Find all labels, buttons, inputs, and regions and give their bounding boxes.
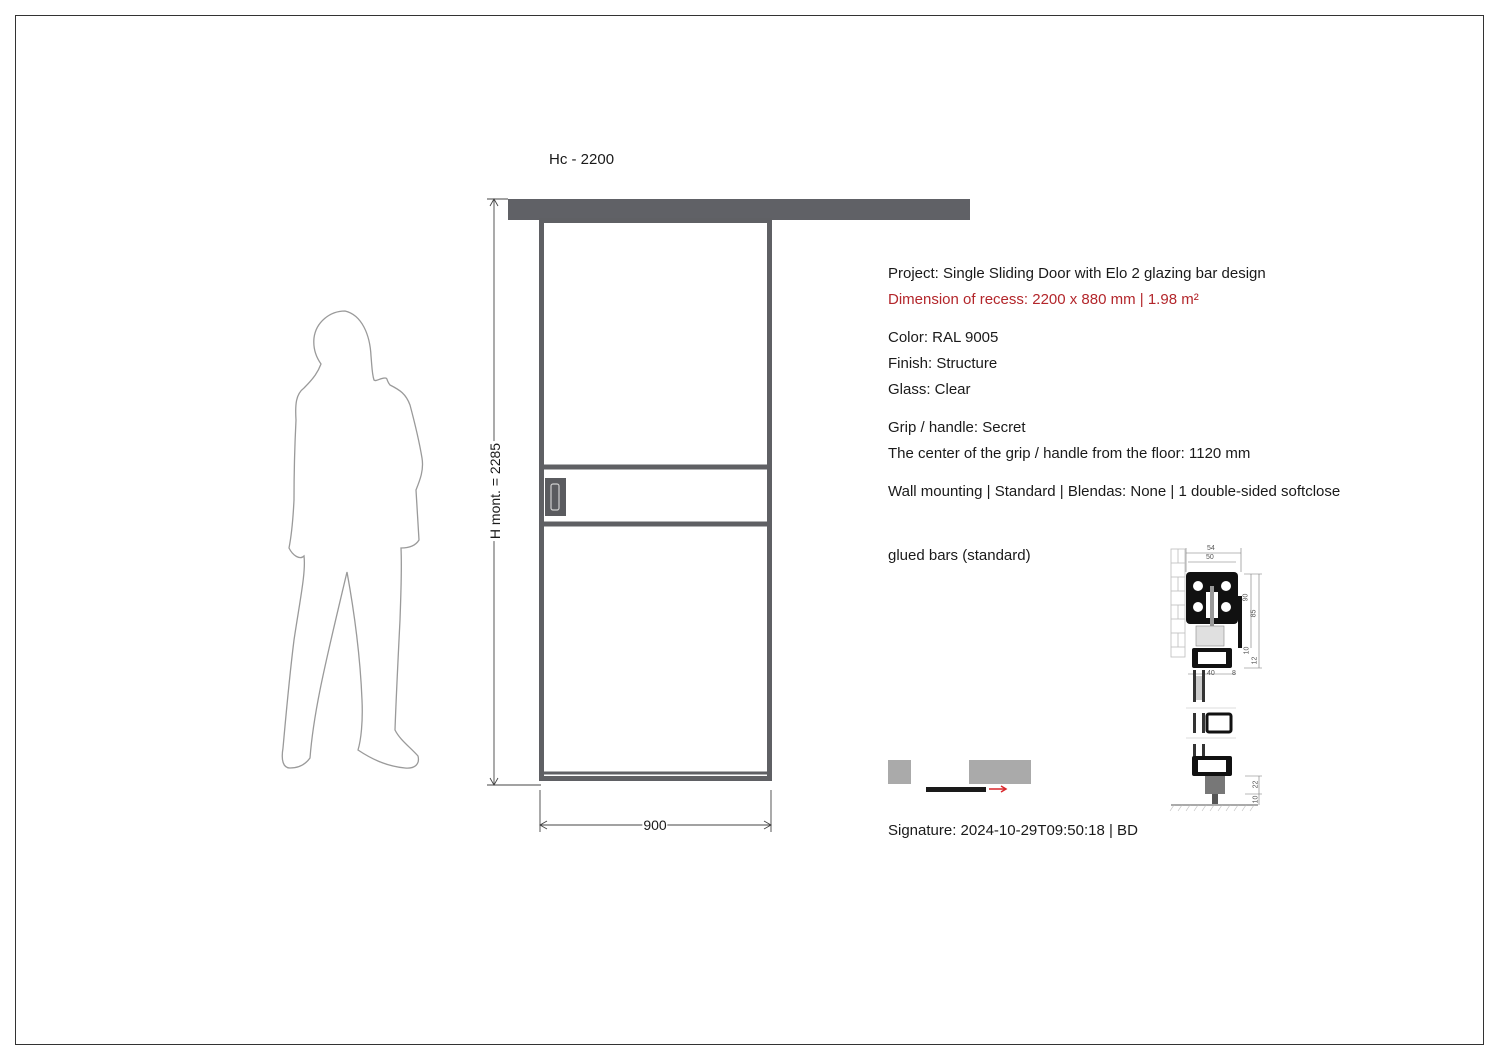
detail-dim-label: 8 bbox=[1232, 670, 1236, 677]
door-frame bbox=[541, 221, 770, 779]
detail-dim-label: 90 bbox=[1242, 593, 1250, 602]
detail-dim-label: 85 bbox=[1250, 609, 1258, 618]
detail-dim-label: 22 bbox=[1252, 780, 1260, 789]
recess-dimension: Dimension of recess: 2200 x 880 mm | 1.98 m² bbox=[888, 291, 1199, 308]
project-title: Project: Single Sliding Door with Elo 2 glazing bar design bbox=[888, 265, 1266, 282]
person-silhouette-icon bbox=[282, 311, 422, 768]
detail-dim-label: 10 bbox=[1252, 795, 1260, 804]
wall-block-icon bbox=[888, 760, 911, 784]
detail-dim-label: 10 bbox=[1243, 646, 1251, 655]
top-rail bbox=[508, 199, 970, 220]
detail-dim-label: 40 bbox=[1207, 670, 1215, 677]
color-spec: Color: RAL 9005 bbox=[888, 329, 999, 346]
width-dimension-label: 900 bbox=[643, 817, 667, 833]
detail-dim-label: 50 bbox=[1206, 554, 1214, 561]
rail-profile-detail bbox=[1170, 548, 1262, 811]
height-dimension-label: H mont. = 2285 bbox=[487, 442, 503, 540]
glass-spec: Glass: Clear bbox=[888, 381, 971, 398]
header-label: Hc - 2200 bbox=[549, 151, 615, 168]
bars-spec: glued bars (standard) bbox=[888, 547, 1031, 564]
grip-spec: Grip / handle: Secret bbox=[888, 419, 1026, 436]
detail-dim-label: 12 bbox=[1251, 656, 1259, 665]
grip-height-spec: The center of the grip / handle from the floor: 1120 mm bbox=[888, 445, 1251, 462]
finish-spec: Finish: Structure bbox=[888, 355, 998, 372]
mounting-spec: Wall mounting | Standard | Blendas: None | 1 double-sided softclose bbox=[888, 483, 1341, 500]
door-leaf-icon bbox=[926, 787, 986, 792]
signature: Signature: 2024-10-29T09:50:18 | BD bbox=[888, 822, 1138, 839]
detail-dim-label: 54 bbox=[1207, 545, 1215, 552]
recess-block-icon bbox=[969, 760, 1031, 784]
